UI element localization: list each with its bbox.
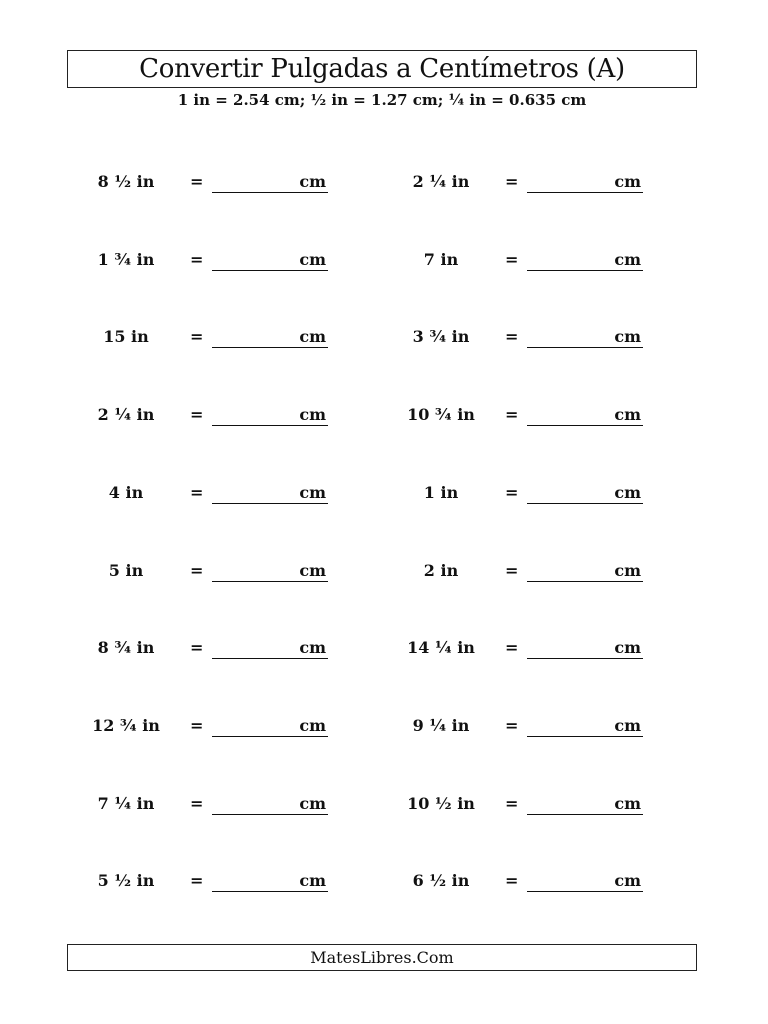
problem-row bbox=[0, 321, 768, 351]
inch-value: 7 in bbox=[423, 250, 459, 269]
unit-label: cm bbox=[299, 638, 326, 657]
inch-value: 1 in bbox=[423, 483, 459, 502]
problem-row bbox=[0, 244, 768, 274]
equals-sign: = bbox=[505, 405, 519, 424]
inch-value: 2 ¼ in bbox=[412, 172, 470, 191]
answer-blank[interactable] bbox=[527, 561, 643, 582]
answer-blank[interactable] bbox=[212, 483, 328, 504]
equals-sign: = bbox=[190, 871, 204, 890]
equals-sign: = bbox=[505, 716, 519, 735]
inch-value: 8 ¾ in bbox=[97, 638, 155, 657]
unit-label: cm bbox=[614, 405, 641, 424]
inch-value: 1 ¾ in bbox=[97, 250, 155, 269]
problem-row bbox=[0, 555, 768, 585]
problem-row bbox=[0, 865, 768, 895]
unit-label: cm bbox=[614, 871, 641, 890]
inch-value: 2 ¼ in bbox=[97, 405, 155, 424]
equals-sign: = bbox=[190, 561, 204, 580]
inch-value: 14 ¼ in bbox=[407, 638, 475, 657]
answer-blank[interactable] bbox=[527, 172, 643, 193]
inch-value: 6 ½ in bbox=[412, 871, 470, 890]
footer-box bbox=[67, 944, 697, 971]
equals-sign: = bbox=[505, 561, 519, 580]
answer-blank[interactable] bbox=[212, 250, 328, 271]
unit-label: cm bbox=[299, 327, 326, 346]
answer-blank[interactable] bbox=[212, 716, 328, 737]
equals-sign: = bbox=[505, 327, 519, 346]
unit-label: cm bbox=[614, 172, 641, 191]
inch-value: 15 in bbox=[103, 327, 149, 346]
problem-row bbox=[0, 477, 768, 507]
equals-sign: = bbox=[190, 716, 204, 735]
problem-row bbox=[0, 710, 768, 740]
problem-row bbox=[0, 632, 768, 662]
inch-value: 4 in bbox=[108, 483, 144, 502]
unit-label: cm bbox=[614, 794, 641, 813]
inch-value: 5 ½ in bbox=[97, 871, 155, 890]
inch-value: 12 ¾ in bbox=[92, 716, 160, 735]
unit-label: cm bbox=[614, 483, 641, 502]
answer-blank[interactable] bbox=[212, 405, 328, 426]
inch-value: 10 ¾ in bbox=[407, 405, 475, 424]
answer-blank[interactable] bbox=[212, 172, 328, 193]
equals-sign: = bbox=[505, 871, 519, 890]
unit-label: cm bbox=[614, 561, 641, 580]
problem-row bbox=[0, 399, 768, 429]
answer-blank[interactable] bbox=[212, 327, 328, 348]
conversion-reference: 1 in = 2.54 cm; ½ in = 1.27 cm; ¼ in = 0.635 cm bbox=[177, 91, 587, 109]
equals-sign: = bbox=[190, 638, 204, 657]
unit-label: cm bbox=[614, 327, 641, 346]
equals-sign: = bbox=[190, 483, 204, 502]
answer-blank[interactable] bbox=[527, 405, 643, 426]
equals-sign: = bbox=[190, 327, 204, 346]
inch-value: 10 ½ in bbox=[407, 794, 475, 813]
answer-blank[interactable] bbox=[212, 638, 328, 659]
unit-label: cm bbox=[299, 405, 326, 424]
unit-label: cm bbox=[614, 250, 641, 269]
answer-blank[interactable] bbox=[527, 716, 643, 737]
footer-text: MatesLibres.Com bbox=[310, 948, 454, 967]
equals-sign: = bbox=[505, 172, 519, 191]
unit-label: cm bbox=[299, 483, 326, 502]
inch-value: 9 ¼ in bbox=[412, 716, 470, 735]
answer-blank[interactable] bbox=[527, 483, 643, 504]
answer-blank[interactable] bbox=[212, 561, 328, 582]
problem-row bbox=[0, 788, 768, 818]
unit-label: cm bbox=[614, 716, 641, 735]
equals-sign: = bbox=[505, 250, 519, 269]
unit-label: cm bbox=[299, 561, 326, 580]
equals-sign: = bbox=[505, 483, 519, 502]
inch-value: 8 ½ in bbox=[97, 172, 155, 191]
answer-blank[interactable] bbox=[527, 794, 643, 815]
unit-label: cm bbox=[299, 794, 326, 813]
equals-sign: = bbox=[190, 172, 204, 191]
inch-value: 2 in bbox=[423, 561, 459, 580]
equals-sign: = bbox=[505, 638, 519, 657]
title-box bbox=[67, 50, 697, 88]
answer-blank[interactable] bbox=[527, 871, 643, 892]
unit-label: cm bbox=[299, 871, 326, 890]
unit-label: cm bbox=[299, 172, 326, 191]
unit-label: cm bbox=[299, 716, 326, 735]
equals-sign: = bbox=[190, 794, 204, 813]
equals-sign: = bbox=[190, 405, 204, 424]
unit-label: cm bbox=[299, 250, 326, 269]
equals-sign: = bbox=[190, 250, 204, 269]
inch-value: 5 in bbox=[108, 561, 144, 580]
unit-label: cm bbox=[614, 638, 641, 657]
inch-value: 7 ¼ in bbox=[97, 794, 155, 813]
answer-blank[interactable] bbox=[527, 250, 643, 271]
equals-sign: = bbox=[505, 794, 519, 813]
answer-blank[interactable] bbox=[527, 638, 643, 659]
answer-blank[interactable] bbox=[212, 871, 328, 892]
inch-value: 3 ¾ in bbox=[412, 327, 470, 346]
answer-blank[interactable] bbox=[212, 794, 328, 815]
answer-blank[interactable] bbox=[527, 327, 643, 348]
page-title: Convertir Pulgadas a Centímetros (A) bbox=[139, 54, 625, 84]
problem-row bbox=[0, 166, 768, 196]
